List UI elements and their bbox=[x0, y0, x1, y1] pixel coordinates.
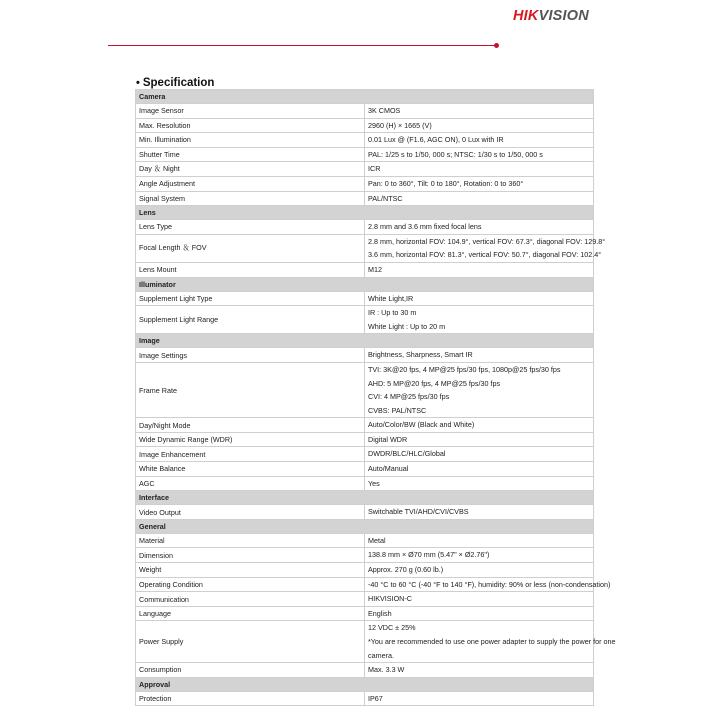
spec-row bbox=[136, 462, 594, 477]
section-header-row bbox=[136, 677, 594, 691]
spec-value-cell bbox=[365, 291, 594, 306]
logo-part-2: VISION bbox=[538, 8, 589, 24]
spec-label: Lens Mount bbox=[136, 262, 365, 277]
spec-label: Dimension bbox=[136, 548, 365, 563]
spec-value-cell bbox=[365, 663, 594, 678]
spec-value: *You are recommended to use one power adapter to supply the power for one bbox=[368, 637, 616, 646]
spec-value: 2.8 mm and 3.6 mm fixed focal lens bbox=[368, 222, 482, 232]
spec-row bbox=[136, 348, 594, 363]
spec-value-cell bbox=[365, 592, 594, 607]
section-header: Illuminator bbox=[136, 277, 594, 291]
spec-value: Yes bbox=[368, 478, 380, 488]
spec-row bbox=[136, 362, 594, 417]
spec-value: Digital WDR bbox=[368, 434, 408, 444]
spec-value-cell bbox=[365, 563, 594, 578]
spec-value: Switchable TVI/AHD/CVI/CVBS bbox=[368, 507, 469, 517]
spec-row bbox=[136, 234, 594, 262]
spec-row bbox=[136, 133, 594, 148]
spec-label: Lens Type bbox=[136, 220, 365, 235]
spec-table-body bbox=[136, 90, 616, 706]
spec-row bbox=[136, 592, 594, 607]
spec-label: Day ＆ Night bbox=[136, 162, 365, 177]
spec-label: Material bbox=[136, 533, 365, 548]
spec-label: Image Enhancement bbox=[136, 447, 365, 462]
spec-value-cell bbox=[365, 262, 594, 277]
spec-value-cell bbox=[365, 162, 594, 177]
spec-value: CVI: 4 MP@25 fps/30 fps bbox=[368, 392, 450, 402]
header-divider-dot bbox=[494, 43, 499, 48]
spec-label: Video Output bbox=[136, 505, 365, 520]
spec-value-cell bbox=[365, 548, 594, 563]
spec-value-cell bbox=[365, 104, 594, 119]
spec-label: Operating Condition bbox=[136, 577, 365, 592]
specification-table bbox=[135, 89, 616, 706]
title-text: Specification bbox=[142, 77, 215, 89]
spec-row bbox=[136, 476, 594, 491]
spec-row bbox=[136, 262, 594, 277]
spec-value: Metal bbox=[368, 535, 386, 545]
spec-value-cell bbox=[365, 691, 594, 706]
spec-value-cell bbox=[365, 432, 594, 447]
spec-label: Weight bbox=[136, 563, 365, 578]
spec-value: Auto/Manual bbox=[368, 464, 409, 474]
logo-part-1: HIK bbox=[513, 8, 539, 24]
spec-value-cell bbox=[365, 462, 594, 477]
section-header-row bbox=[136, 491, 594, 505]
spec-label: Image Sensor bbox=[136, 104, 365, 119]
spec-row bbox=[136, 176, 594, 191]
spec-value: White Light : Up to 20 m bbox=[368, 321, 446, 331]
spec-label: Communication bbox=[136, 592, 365, 607]
spec-label: Power Supply bbox=[136, 621, 365, 663]
spec-row bbox=[136, 447, 594, 462]
spec-value: 138.8 mm × Ø70 mm (5.47" × Ø2.76") bbox=[368, 550, 490, 560]
section-header-row bbox=[136, 90, 594, 104]
spec-value: 0.01 Lux @ (F1.6, AGC ON), 0 Lux with IR bbox=[368, 135, 504, 145]
header-divider bbox=[108, 45, 495, 46]
section-header: Camera bbox=[136, 90, 594, 104]
spec-row bbox=[136, 663, 594, 678]
spec-value-cell bbox=[365, 348, 594, 363]
spec-value: PAL: 1/25 s to 1/50, 000 s; NTSC: 1/30 s to 1/50, 000 s bbox=[368, 149, 543, 159]
spec-value: Max. 3.3 W bbox=[368, 665, 405, 675]
spec-value-cell bbox=[365, 577, 611, 592]
spec-value: PAL/NTSC bbox=[368, 193, 403, 203]
spec-label: Language bbox=[136, 606, 365, 621]
spec-value: Pan: 0 to 360°, Tilt: 0 to 180°, Rotation: 0 to 360° bbox=[368, 178, 524, 188]
spec-row bbox=[136, 533, 594, 548]
spec-value-cell bbox=[365, 306, 594, 334]
spec-value: 2.8 mm, horizontal FOV: 104.9°, vertical FOV: 67.3°, diagonal FOV: 129.8° bbox=[368, 236, 606, 246]
spec-row bbox=[136, 606, 594, 621]
spec-value: Brightness, Sharpness, Smart IR bbox=[368, 350, 473, 360]
spec-value-cell bbox=[365, 476, 594, 491]
spec-row bbox=[136, 162, 594, 177]
spec-value: 3.6 mm, horizontal FOV: 81.3°, vertical FOV: 50.7°, diagonal FOV: 102.4° bbox=[368, 250, 602, 260]
spec-value: 3K CMOS bbox=[368, 106, 401, 115]
spec-label: Shutter Time bbox=[136, 147, 365, 162]
spec-value-cell bbox=[365, 118, 594, 133]
spec-row bbox=[136, 691, 594, 706]
spec-value: 2960 (H) × 1665 (V) bbox=[368, 120, 432, 130]
section-header-row bbox=[136, 519, 594, 533]
spec-value: HIKVISION-C bbox=[368, 594, 412, 604]
spec-value-cell bbox=[365, 621, 616, 663]
spec-value-cell bbox=[365, 418, 594, 433]
spec-value: Auto/Color/BW (Black and White) bbox=[368, 420, 475, 430]
spec-value-cell bbox=[365, 176, 594, 191]
spec-value: 12 VDC ± 25% bbox=[368, 623, 416, 633]
spec-label: Day/Night Mode bbox=[136, 418, 365, 433]
spec-row bbox=[136, 432, 594, 447]
spec-value: CVBS: PAL/NTSC bbox=[368, 405, 427, 415]
spec-value-cell bbox=[365, 220, 594, 235]
spec-row bbox=[136, 505, 594, 520]
section-header-row bbox=[136, 334, 594, 348]
spec-label: Consumption bbox=[136, 663, 365, 678]
spec-row bbox=[136, 306, 594, 334]
spec-value-cell bbox=[365, 447, 594, 462]
section-header: Approval bbox=[136, 677, 594, 691]
spec-value: AHD: 5 MP@20 fps, 4 MP@25 fps/30 fps bbox=[368, 378, 501, 388]
spec-label: Wide Dynamic Range (WDR) bbox=[136, 432, 365, 447]
spec-value-cell bbox=[365, 234, 606, 262]
spec-value: White Light,IR bbox=[368, 293, 414, 303]
spec-label: Angle Adjustment bbox=[136, 176, 365, 191]
spec-value-cell bbox=[365, 147, 594, 162]
spec-row bbox=[136, 418, 594, 433]
spec-label: Protection bbox=[136, 691, 365, 706]
spec-label: AGC bbox=[136, 476, 365, 491]
spec-value-cell bbox=[365, 505, 594, 520]
spec-label: Signal System bbox=[136, 191, 365, 206]
spec-label: Supplement Light Type bbox=[136, 291, 365, 306]
spec-row bbox=[136, 118, 594, 133]
spec-value: DWDR/BLC/HLC/Global bbox=[368, 449, 446, 459]
spec-label: Focal Length ＆ FOV bbox=[136, 234, 365, 262]
spec-row bbox=[136, 621, 594, 663]
spec-label: Min. Illumination bbox=[136, 133, 365, 148]
spec-value-cell bbox=[365, 606, 594, 621]
spec-row bbox=[136, 291, 594, 306]
spec-value: IR : Up to 30 m bbox=[368, 308, 417, 318]
spec-value: TVI: 3K@20 fps, 4 MP@25 fps/30 fps, 1080p@25 fps/30 fps bbox=[368, 364, 561, 374]
page-title bbox=[136, 77, 214, 89]
section-header: Image bbox=[136, 334, 594, 348]
spec-row bbox=[136, 147, 594, 162]
spec-label: White Balance bbox=[136, 462, 365, 477]
spec-label: Supplement Light Range bbox=[136, 306, 365, 334]
spec-row bbox=[136, 548, 594, 563]
spec-row bbox=[136, 104, 594, 119]
title-bullet: • bbox=[136, 77, 140, 89]
section-header: Lens bbox=[136, 206, 594, 220]
spec-value: IP67 bbox=[368, 693, 383, 703]
spec-value-cell bbox=[365, 133, 594, 148]
spec-value: ICR bbox=[368, 164, 381, 174]
spec-value: M12 bbox=[368, 264, 382, 274]
spec-label: Max. Resolution bbox=[136, 118, 365, 133]
spec-row bbox=[136, 563, 594, 578]
spec-value: -40 °C to 60 °C (-40 °F to 140 °F), humidity: 90% or less (non-condensation) bbox=[368, 579, 611, 589]
section-header: General bbox=[136, 519, 594, 533]
spec-value-cell bbox=[365, 533, 594, 548]
section-header: Interface bbox=[136, 491, 594, 505]
spec-value-cell bbox=[365, 191, 594, 206]
hikvision-logo bbox=[513, 8, 589, 24]
spec-label: Frame Rate bbox=[136, 362, 365, 417]
spec-value: English bbox=[368, 608, 392, 618]
spec-label: Image Settings bbox=[136, 348, 365, 363]
spec-row bbox=[136, 577, 594, 592]
spec-row bbox=[136, 220, 594, 235]
spec-value: Approx. 270 g (0.60 lb.) bbox=[368, 565, 444, 575]
spec-value-cell bbox=[365, 362, 594, 417]
spec-row bbox=[136, 191, 594, 206]
section-header-row bbox=[136, 277, 594, 291]
section-header-row bbox=[136, 206, 594, 220]
spec-value: camera. bbox=[368, 650, 394, 660]
